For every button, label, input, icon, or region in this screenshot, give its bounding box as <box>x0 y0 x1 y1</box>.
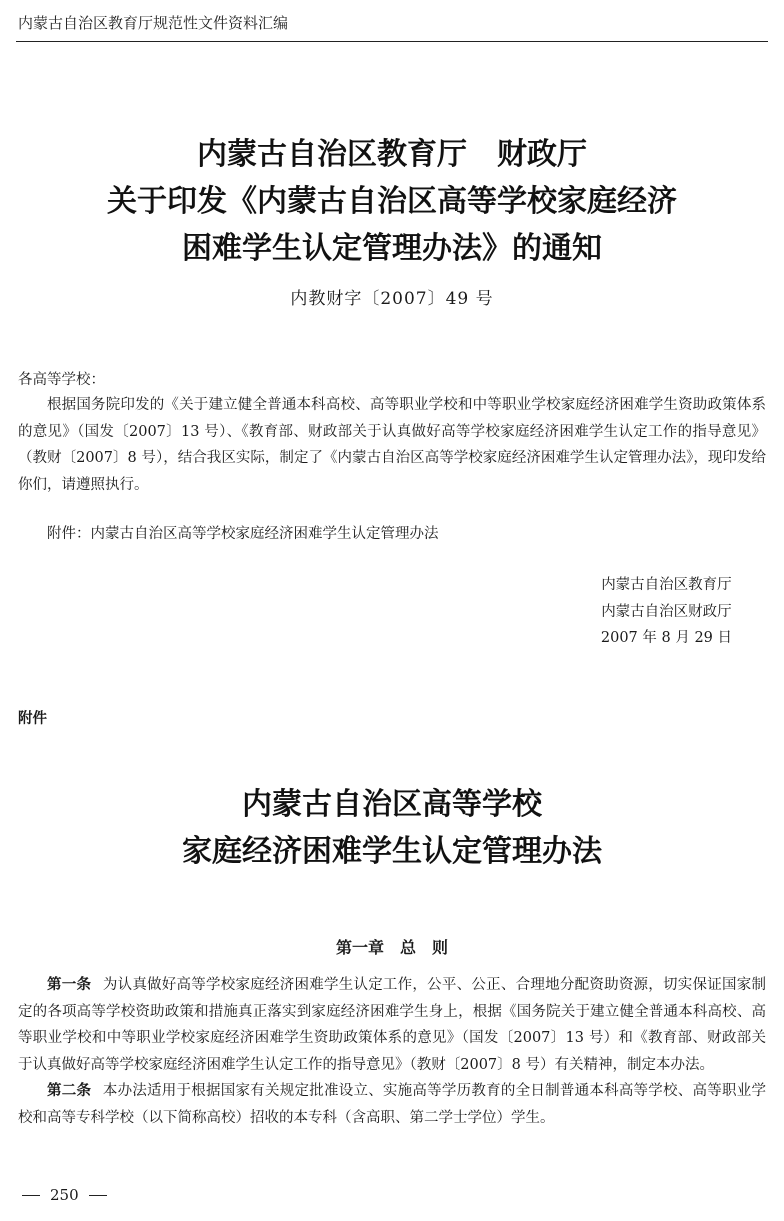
page-number: 250 <box>50 1186 79 1204</box>
articles <box>18 972 766 1131</box>
annex-label: 附件 <box>18 711 47 727</box>
footer-dash-left <box>22 1195 40 1196</box>
salutation: 各高等学校： <box>18 372 105 388</box>
article-label: 第一条 <box>47 977 92 993</box>
signature-org-finance: 内蒙古自治区财政厅 <box>601 603 732 620</box>
attachment-note-block <box>18 521 766 548</box>
attachment-note: 附件：内蒙古自治区高等学校家庭经济困难学生认定管理办法 <box>47 526 439 542</box>
article-text: 为认真做好高等学校家庭经济困难学生认定工作，公平、公正、合理地分配资助资源，切实保证国家制定的各项高等学校资助政策和措施真正落实到家庭经济困难学生身上，根据《国务院关于建立健全普通本科高校、高等职业学校和中等职业学校家庭经济困难学生资助政策体系的意见》（国发〔2007〕13 号）和《教育部、财政部关于认真做好高等学校家庭经济困难学生认定工作的指导意见》（教财〔2007〕8 号）有关精神，制定本办法。 <box>18 977 767 1073</box>
notice-paragraph: 根据国务院印发的《关于建立健全普通本科高校、高等职业学校和中等职业学校家庭经济困难学生资助政策体系的意见》（国发〔2007〕13 号）、《教育部、财政部关于认真做好高等学校家庭经济困难学生认定工作的指导意见》（教财〔2007〕8 号），结合我区实际，制定了《内蒙古自治区高等学校家庭经济困难学生认定管理办法》，现印发给你们，请遵照执行。 <box>18 397 766 493</box>
notice-title-line: 困难学生认定管理办法》的通知 <box>182 231 602 266</box>
annex-title <box>0 781 784 875</box>
running-head: 内蒙古自治区教育厅规范性文件资料汇编 <box>18 14 289 32</box>
header-rule <box>16 41 768 42</box>
article <box>18 972 766 1078</box>
article-label: 第二条 <box>47 1083 92 1099</box>
notice-title <box>0 131 784 272</box>
notice-body <box>18 392 766 498</box>
salutation-block <box>18 367 766 394</box>
article-text: 本办法适用于根据国家有关规定批准设立、实施高等学历教育的全日制普通本科高等学校、高等职业学校和高等专科学校（以下简称高校）招收的本专科（含高职、第二学士学位）学生。 <box>18 1083 767 1126</box>
document-number: 内教财字〔2007〕49 号 <box>290 289 494 309</box>
page-footer <box>22 1186 107 1204</box>
footer-dash-right <box>89 1195 107 1196</box>
signature-block <box>601 572 732 652</box>
article <box>18 1078 766 1131</box>
notice-title-line: 内蒙古自治区教育厅 财政厅 <box>197 137 587 172</box>
signature-date: 2007 年 8 月 29 日 <box>600 630 732 646</box>
annex-title-line: 家庭经济困难学生认定管理办法 <box>182 834 602 869</box>
annex-title-line: 内蒙古自治区高等学校 <box>242 787 542 822</box>
signature-org-education: 内蒙古自治区教育厅 <box>601 577 732 593</box>
notice-title-line: 关于印发《内蒙古自治区高等学校家庭经济 <box>107 184 677 219</box>
chapter-title: 第一章 总 则 <box>335 938 448 957</box>
